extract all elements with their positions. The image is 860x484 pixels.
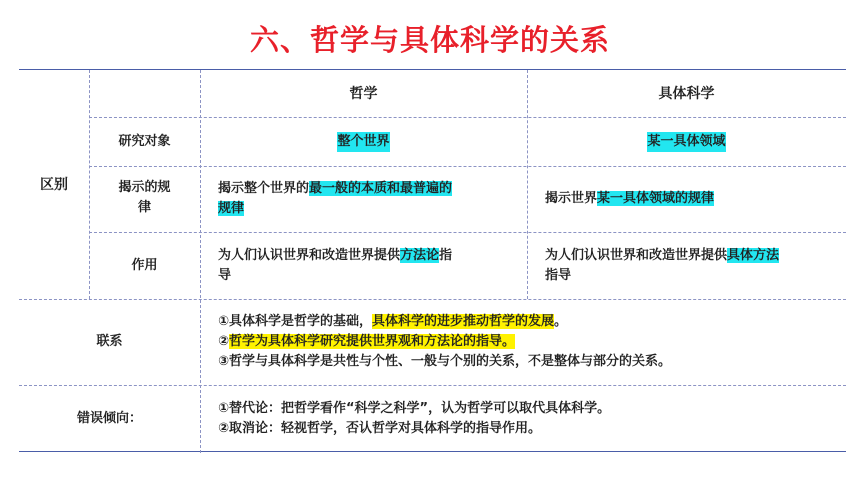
highlight-text: 最一般的本质和最普遍的 bbox=[309, 181, 453, 196]
cell-text: ②取消论：轻视哲学，否认哲学对具体科学的指导作用。 bbox=[218, 421, 542, 436]
cell-science-object bbox=[527, 117, 846, 166]
cell-text: ③哲学与具体科学是共性与个性、一般与个别的关系，不是整体与部分的关系。 bbox=[218, 354, 672, 369]
cell-text: 揭示世界 bbox=[545, 191, 598, 206]
highlight-text: 规律 bbox=[218, 201, 245, 216]
cell-text: ①具体科学是哲学的基础， bbox=[218, 314, 373, 329]
header-science: 具体科学 bbox=[658, 85, 715, 102]
cell-text: ② bbox=[218, 334, 230, 349]
row-label-function: 作用 bbox=[131, 257, 158, 273]
row-label-research-object: 研究对象 bbox=[118, 133, 171, 149]
cell-text: 指导 bbox=[545, 267, 572, 283]
header-philosophy: 哲学 bbox=[349, 85, 378, 102]
cell-errors bbox=[200, 385, 846, 453]
group-label-difference: 区别 bbox=[40, 176, 68, 193]
cell-text: ①替代论：把哲学看作“科学之科学”，认为哲学可以取代具体科学。 bbox=[218, 401, 611, 416]
highlight-text: 某一具体领域 bbox=[647, 132, 725, 152]
row-label-laws bbox=[89, 166, 200, 232]
highlight-text: 方法论 bbox=[400, 247, 440, 263]
cell-philosophy-function bbox=[200, 232, 527, 299]
cell-science-function bbox=[527, 232, 846, 299]
cell-philosophy-laws bbox=[200, 166, 527, 232]
cell-text: 为人们认识世界和改造世界提供 bbox=[545, 247, 728, 263]
cell-relation bbox=[200, 299, 846, 385]
cell-science-laws bbox=[527, 166, 846, 232]
cell-text: 指 bbox=[439, 247, 453, 263]
cell-text: 导 bbox=[218, 267, 232, 283]
highlight-text: 具体科学的进步推动哲学的发展 bbox=[372, 314, 555, 329]
highlight-text: 整个世界 bbox=[337, 132, 389, 152]
relation-table bbox=[19, 69, 846, 452]
cell-text: 。 bbox=[554, 314, 568, 329]
row-label-relation: 联系 bbox=[96, 334, 123, 349]
row-label-line: 揭示的规 bbox=[118, 180, 171, 195]
highlight-text: 哲学为具体科学研究提供世界观和方法论的指导。 bbox=[229, 334, 516, 349]
highlight-text: 某一具体领域的规律 bbox=[597, 191, 715, 206]
cell-philosophy-object bbox=[200, 117, 527, 166]
row-label-line: 律 bbox=[137, 200, 151, 215]
cell-text: 为人们认识世界和改造世界提供 bbox=[218, 247, 401, 263]
row-label-errors: 错误倾向： bbox=[76, 411, 142, 426]
page-title: 六、哲学与具体科学的关系 bbox=[249, 23, 610, 57]
highlight-text: 具体方法 bbox=[727, 247, 780, 263]
cell-text: 揭示整个世界的 bbox=[218, 181, 310, 196]
